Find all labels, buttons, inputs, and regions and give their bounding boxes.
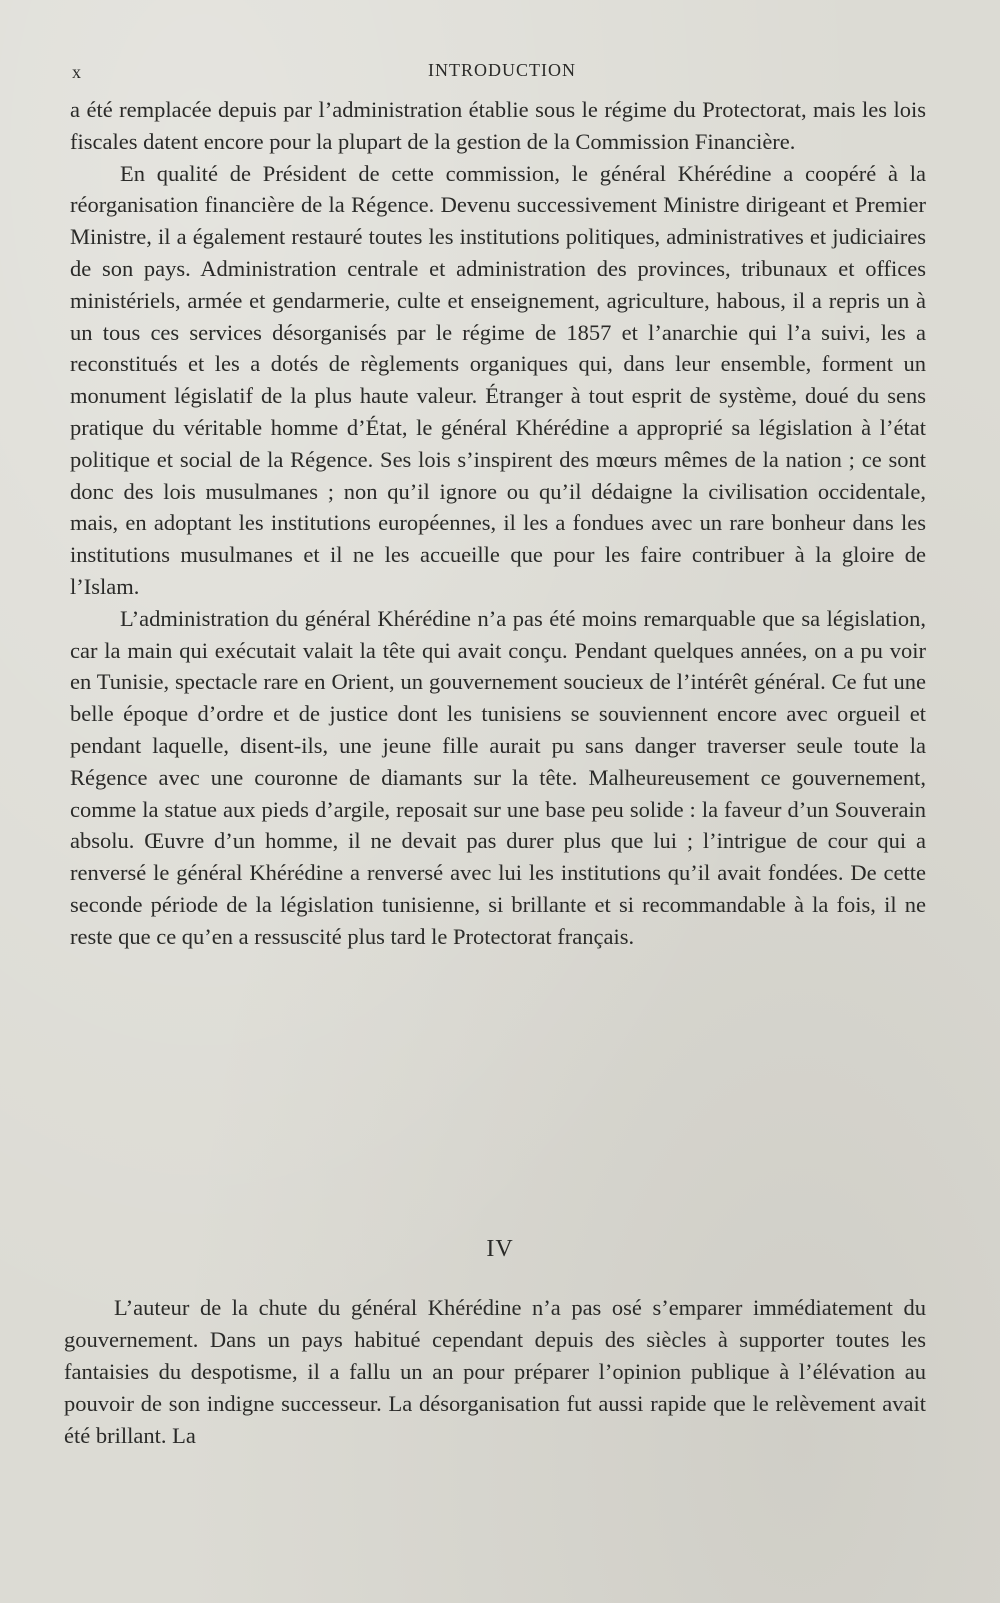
- main-text-block: [70, 94, 926, 953]
- page-number: x: [72, 62, 82, 82]
- paragraph-continued: a été remplacée depuis par l’administration établie sous le régime du Protectorat, mais les lois fiscales datent encore pour la plupart de la gestion de la Commission Financière.: [70, 97, 926, 154]
- page-header: [72, 60, 932, 86]
- paragraph-reforms: En qualité de Président de cette commission, le général Khérédine a coopéré à la réorganisation financière de la Régence. Devenu successivement Ministre dirigeant et Premier Ministre, il a également restauré toutes les institutions politiques, administratives et judiciaires de son pays. Administration centrale et administration des provinces, tribunaux et offices ministériels, armée et gendarmerie, culte et enseignement, agriculture, habous, il a repris un à un tous ces services désorganisés par le régime de 1857 et l’anarchie qui l’a suivi, les a reconstitués et les a dotés de règlements organiques qui, dans leur ensemble, forment un monument législatif de la plus haute valeur. Étranger à tout esprit de système, doué du sens pratique du véritable homme d’État, le général Khérédine a approprié sa législation à l’état politique et social de la Régence. Ses lois s’inspirent des mœurs mêmes de la nation ; ce sont donc des lois musulmanes ; non qu’il ignore ou qu’il dédaigne la civilisation occidentale, mais, en adoptant les institutions européennes, il les a fondues avec un rare bonheur dans les institutions musulmanes et il ne les accueille que pour les faire contribuer à la gloire de l’Islam.: [70, 160, 926, 599]
- section-text-block: [64, 1292, 926, 1452]
- section-heading: IV: [486, 1236, 514, 1262]
- paragraph-section-iv: L’auteur de la chute du général Khérédine n’a pas osé s’emparer immédiatement du gouvernement. Dans un pays habitué cependant depuis des siècles à supporter toutes les fantaisies du despotisme, il a fallu un an pour préparer l’opinion publique à l’élévation au pouvoir de son indigne successeur. La désorganisation fut aussi rapide que le relèvement avait été brillant. La: [64, 1295, 926, 1448]
- paragraph-administration: L’administration du général Khérédine n’a pas été moins remarquable que sa législation, car la main qui exécutait valait la tête qui avait conçu. Pendant quelques années, on a pu voir en Tunisie, spectacle rare en Orient, un gouvernement soucieux de l’intérêt général. Ce fut une belle époque d’ordre et de justice dont les tunisiens se souviennent encore avec orgueil et pendant laquelle, disent-ils, une jeune fille aurait pu sans danger traverser seule toute la Régence avec une couronne de diamants sur la tête. Malheureusement ce gouvernement, comme la statue aux pieds d’argile, reposait sur une base peu solide : la faveur d’un Souverain absolu. Œuvre d’un homme, il ne devait pas durer plus que lui ; l’intrigue de cour qui a renversé le général Khérédine a renversé avec lui les institutions qu’il avait fondées. De cette seconde période de la législation tunisienne, si brillante et si recommandable à la fois, il ne reste que ce qu’en a ressuscité plus tard le Protectorat français.: [70, 605, 926, 949]
- running-head: INTRODUCTION: [428, 60, 576, 80]
